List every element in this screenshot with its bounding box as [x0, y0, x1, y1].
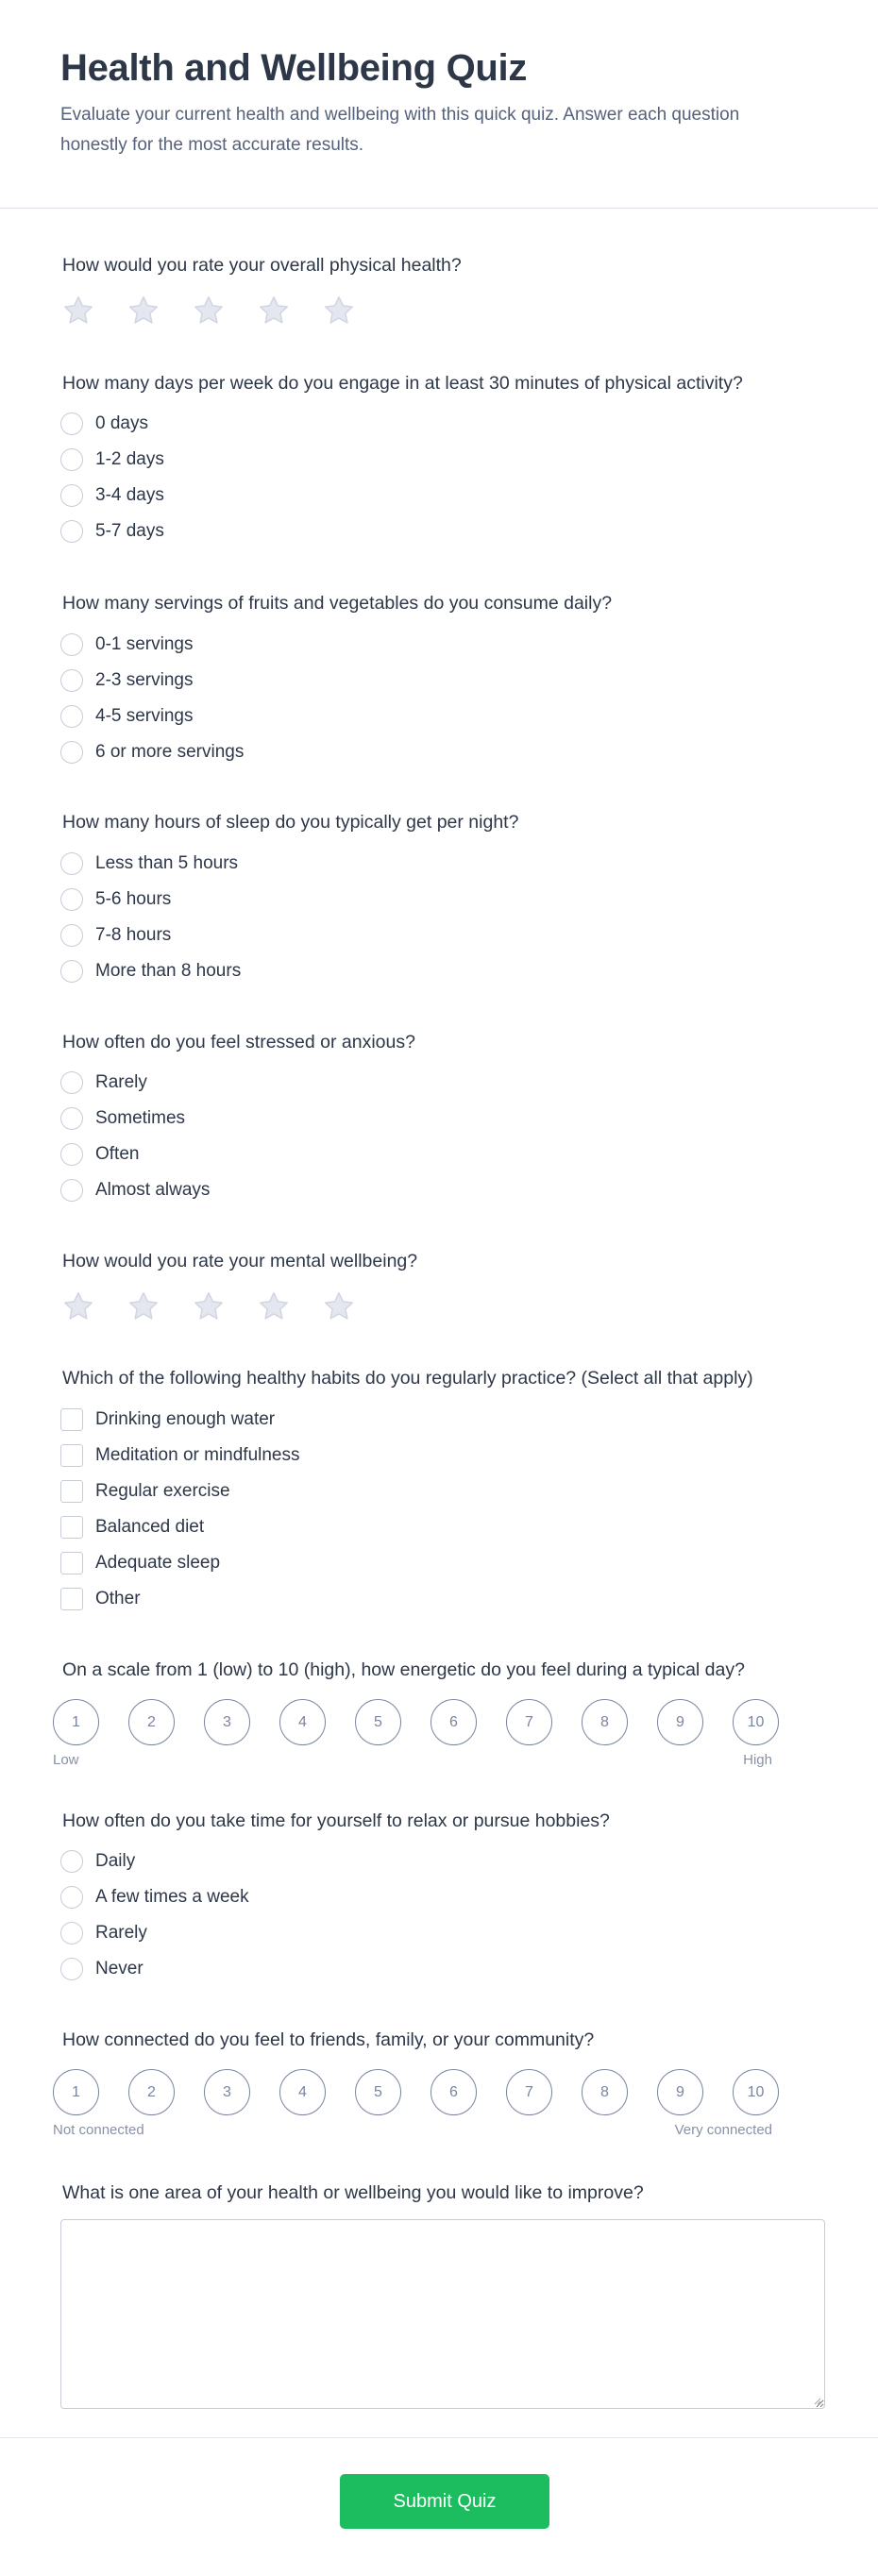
scale-low-label: Low: [53, 1752, 79, 1768]
scale-option[interactable]: 7: [506, 2069, 552, 2115]
radio-option[interactable]: [60, 1844, 249, 1879]
star-icon[interactable]: [191, 294, 227, 328]
scale-option[interactable]: 9: [657, 1699, 703, 1745]
option-label: 0 days: [95, 413, 148, 433]
radio-option[interactable]: [60, 734, 244, 770]
radio-button[interactable]: [60, 1922, 83, 1945]
option-label: 1-2 days: [95, 449, 164, 469]
checkbox-option[interactable]: [60, 1581, 300, 1617]
radio-group-sleep: [60, 846, 241, 989]
radio-option[interactable]: [60, 663, 244, 699]
star-icon[interactable]: [126, 294, 161, 328]
checkbox[interactable]: [60, 1480, 83, 1503]
checkbox[interactable]: [60, 1588, 83, 1610]
option-label: 5-6 hours: [95, 889, 172, 909]
option-label: Almost always: [95, 1180, 211, 1200]
scale-option[interactable]: 8: [582, 2069, 628, 2115]
option-label: Balanced diet: [95, 1517, 205, 1537]
scale-option[interactable]: 8: [582, 1699, 628, 1745]
scale-option[interactable]: 4: [279, 2069, 326, 2115]
question-label-sleep: How many hours of sleep do you typically get per night?: [62, 812, 519, 833]
radio-option[interactable]: [60, 1879, 249, 1915]
checkbox[interactable]: [60, 1516, 83, 1539]
option-label: Rarely: [95, 1923, 147, 1943]
question-label-stress: How often do you feel stressed or anxious?: [62, 1032, 415, 1052]
radio-option[interactable]: [60, 514, 164, 549]
option-label: More than 8 hours: [95, 961, 242, 981]
option-label: 5-7 days: [95, 521, 164, 541]
checkbox[interactable]: [60, 1408, 83, 1431]
radio-button[interactable]: [60, 669, 83, 692]
option-label: Less than 5 hours: [95, 853, 239, 873]
scale-option[interactable]: 2: [128, 1699, 175, 1745]
star-rating-mental-wellbeing[interactable]: [60, 1289, 357, 1323]
question-label-fruits-vegetables: How many servings of fruits and vegetables do you consume daily?: [62, 593, 613, 614]
radio-button[interactable]: [60, 1958, 83, 1980]
radio-option[interactable]: [60, 1915, 249, 1951]
scale-option[interactable]: 1: [53, 1699, 99, 1745]
radio-button[interactable]: [60, 1107, 83, 1130]
option-label: Sometimes: [95, 1108, 186, 1128]
question-label-mental-wellbeing: How would you rate your mental wellbeing?: [62, 1251, 418, 1271]
checkbox-group-healthy-habits: [60, 1402, 300, 1617]
scale-option[interactable]: 3: [204, 2069, 250, 2115]
question-label-connection: How connected do you feel to friends, family, or your community?: [62, 2029, 595, 2050]
radio-option[interactable]: [60, 699, 244, 734]
radio-button[interactable]: [60, 960, 83, 983]
question-label-activity: How many days per week do you engage in at least 30 minutes of physical activity?: [62, 373, 743, 394]
checkbox[interactable]: [60, 1552, 83, 1574]
option-label: Other: [95, 1589, 141, 1608]
question-label-physical-health: How would you rate your overall physical health?: [62, 255, 462, 276]
question-label-improve: What is one area of your health or wellbeing you would like to improve?: [62, 2182, 644, 2203]
radio-option[interactable]: [60, 918, 241, 953]
radio-button[interactable]: [60, 633, 83, 656]
star-icon[interactable]: [321, 1289, 357, 1323]
radio-button[interactable]: [60, 448, 83, 471]
radio-option[interactable]: [60, 953, 241, 989]
option-label: A few times a week: [95, 1887, 249, 1907]
option-label: Regular exercise: [95, 1481, 230, 1501]
option-label: 0-1 servings: [95, 634, 194, 654]
scale-option[interactable]: 5: [355, 1699, 401, 1745]
checkbox-option[interactable]: [60, 1473, 300, 1509]
checkbox-option[interactable]: [60, 1545, 300, 1581]
radio-group-relax: [60, 1844, 249, 1987]
radio-button[interactable]: [60, 1143, 83, 1166]
scale-connection: [53, 2069, 779, 2115]
scale-option[interactable]: 10: [733, 1699, 779, 1745]
option-label: 6 or more servings: [95, 742, 245, 762]
radio-group-fruits-vegetables: [60, 627, 244, 770]
radio-button[interactable]: [60, 852, 83, 875]
radio-button[interactable]: [60, 888, 83, 911]
option-label: 2-3 servings: [95, 670, 194, 690]
quiz-header: [0, 0, 878, 209]
scale-option[interactable]: 3: [204, 1699, 250, 1745]
star-icon[interactable]: [256, 1289, 292, 1323]
radio-option[interactable]: [60, 882, 241, 918]
radio-button[interactable]: [60, 1179, 83, 1202]
star-icon[interactable]: [321, 294, 357, 328]
radio-option[interactable]: [60, 1172, 210, 1208]
option-label: 4-5 servings: [95, 706, 194, 726]
radio-option[interactable]: [60, 442, 164, 478]
radio-button[interactable]: [60, 741, 83, 764]
scale-low-label: Not connected: [53, 2122, 144, 2138]
option-label: 3-4 days: [95, 485, 164, 505]
star-icon[interactable]: [126, 1289, 161, 1323]
radio-button[interactable]: [60, 924, 83, 947]
question-label-energy: On a scale from 1 (low) to 10 (high), how energetic do you feel during a typical day?: [62, 1659, 745, 1680]
scale-option[interactable]: 4: [279, 1699, 326, 1745]
star-icon[interactable]: [256, 294, 292, 328]
checkbox-option[interactable]: [60, 1402, 300, 1438]
radio-group-stress: [60, 1065, 210, 1208]
option-label: Adequate sleep: [95, 1553, 221, 1573]
option-label: Drinking enough water: [95, 1409, 276, 1429]
radio-button[interactable]: [60, 705, 83, 728]
checkbox[interactable]: [60, 1444, 83, 1467]
radio-option[interactable]: [60, 846, 241, 882]
scale-high-label: Very connected: [674, 2122, 772, 2138]
checkbox-option[interactable]: [60, 1438, 300, 1473]
scale-option[interactable]: 1: [53, 2069, 99, 2115]
radio-button[interactable]: [60, 484, 83, 507]
radio-button[interactable]: [60, 1850, 83, 1873]
star-rating-physical-health[interactable]: [60, 294, 357, 328]
radio-option[interactable]: [60, 627, 244, 663]
radio-button[interactable]: [60, 1071, 83, 1094]
scale-high-label: High: [743, 1752, 772, 1768]
scale-option[interactable]: 6: [431, 1699, 477, 1745]
scale-energy: [53, 1699, 779, 1745]
star-icon[interactable]: [60, 294, 96, 328]
checkbox-option[interactable]: [60, 1509, 300, 1545]
submit-quiz-button[interactable]: Submit Quiz: [340, 2474, 549, 2529]
scale-option[interactable]: 10: [733, 2069, 779, 2115]
radio-option[interactable]: [60, 1101, 210, 1136]
scale-option[interactable]: 2: [128, 2069, 175, 2115]
radio-button[interactable]: [60, 520, 83, 543]
question-label-relax: How often do you take time for yourself to relax or pursue hobbies?: [62, 1810, 610, 1831]
scale-option[interactable]: 6: [431, 2069, 477, 2115]
question-label-healthy-habits: Which of the following healthy habits do you regularly practice? (Select all that apply): [62, 1368, 753, 1389]
option-label: Daily: [95, 1851, 136, 1871]
option-label: Rarely: [95, 1072, 147, 1092]
improvement-textarea[interactable]: [60, 2219, 825, 2409]
footer-divider: [0, 2437, 878, 2438]
star-icon[interactable]: [60, 1289, 96, 1323]
radio-button[interactable]: [60, 1886, 83, 1909]
page-title: Health and Wellbeing Quiz: [60, 47, 528, 89]
option-label: Never: [95, 1959, 144, 1978]
radio-option[interactable]: [60, 1065, 210, 1101]
radio-option[interactable]: [60, 406, 164, 442]
radio-button[interactable]: [60, 412, 83, 435]
star-icon[interactable]: [191, 1289, 227, 1323]
radio-option[interactable]: [60, 1136, 210, 1172]
scale-option[interactable]: 9: [657, 2069, 703, 2115]
scale-option[interactable]: 5: [355, 2069, 401, 2115]
radio-group-activity: [60, 406, 164, 549]
radio-option[interactable]: [60, 478, 164, 514]
radio-option[interactable]: [60, 1951, 249, 1987]
option-label: Often: [95, 1144, 140, 1164]
scale-option[interactable]: 7: [506, 1699, 552, 1745]
option-label: 7-8 hours: [95, 925, 172, 945]
option-label: Meditation or mindfulness: [95, 1445, 300, 1465]
page-subtitle: Evaluate your current health and wellbeing with this quick quiz. Answer each question honestly for the most accurate results.: [60, 105, 740, 155]
